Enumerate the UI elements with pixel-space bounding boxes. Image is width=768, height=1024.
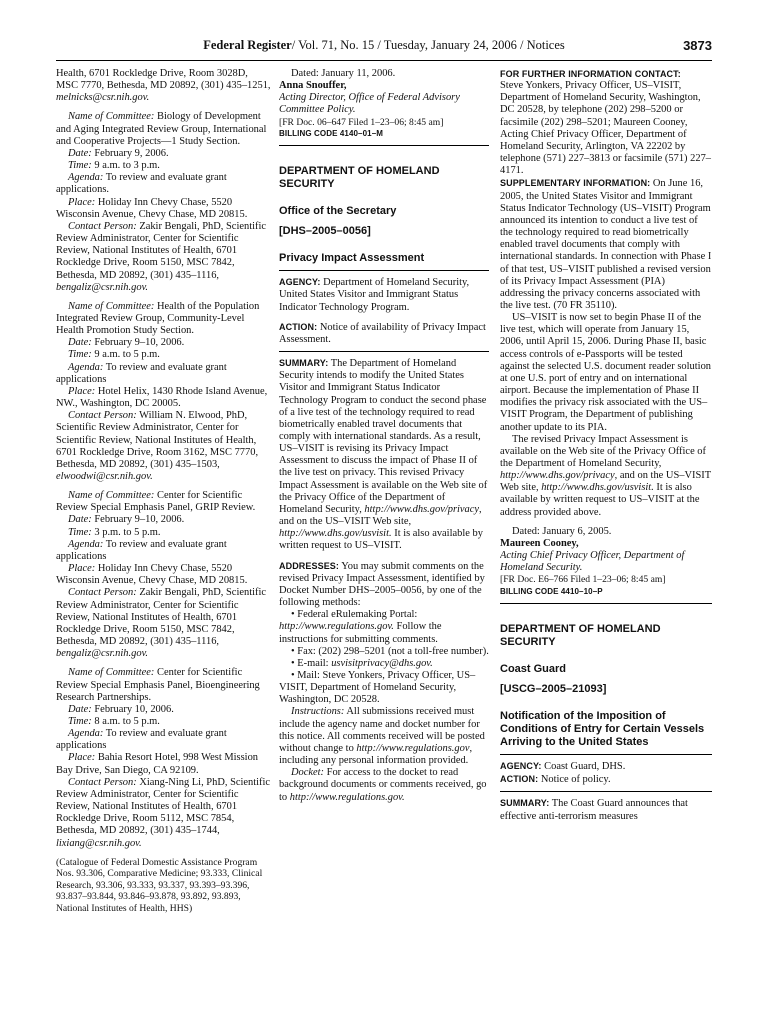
- entry-committee: Name of Committee: Health of the Population Integrated Review Group, Community-Level Health Promotion Study Section.: [56, 300, 260, 337]
- entry-committee: Name of Committee: Center for Scientific Review Special Emphasis Panel, Bioengineering Research Partnerships.: [56, 667, 260, 703]
- signer-title: Acting Director, Office of Federal Advisory Committee Policy.: [279, 92, 460, 116]
- url-link[interactable]: http://www.regulations.gov.: [289, 791, 405, 803]
- action-para: ACTION: Notice of availability of Privacy Impact Assessment.: [279, 321, 486, 345]
- column-2: [279, 68, 489, 1018]
- summary-para: SUMMARY: The Department of Homeland Security intends to modify the United States Visitor and Immigrant Status Indicator Technology Program to conduct the second phase of a live test of the technology required to read biometrically enabled travel documents that comply with international standards. As a result, US–VISIT is revising its Privacy Impact Assessment to discuss the impact of Phase II of the live test on privacy. This revised Privacy Impact Assessment is available on the Web site of the Privacy Office of the Department of Homeland Security, http://www.dhs.gov/privacy, and on the US–VISIT Web site, http://www.dhs.gov/usvisit. It is also available by written request to US–VISIT.: [279, 358, 488, 552]
- entry-date: Date: February 10, 2006.: [68, 703, 174, 715]
- entry-time: Time: 9 a.m. to 3 p.m.: [68, 160, 160, 172]
- email-link[interactable]: lixiang@csr.nih.gov.: [56, 837, 142, 849]
- bullet-email: • E-mail: usvisitprivacy@dhs.gov.: [291, 657, 433, 669]
- bullet-portal: • Federal eRulemaking Portal: http://www.regulations.gov. Follow the instructions for submitting comments.: [279, 609, 442, 645]
- entry-time: Time: 8 a.m. to 5 p.m.: [68, 715, 160, 727]
- further-info-label: FOR FURTHER INFORMATION CONTACT:: [500, 69, 681, 79]
- meeting-entry: [56, 111, 271, 293]
- billing-code: BILLING CODE 4140–01–M: [279, 129, 384, 139]
- fr-doc-line: [FR Doc. 06–647 Filed 1–23–06; 8:45 am]: [279, 116, 444, 128]
- separator: [500, 603, 712, 604]
- catalog-note: (Catalogue of Federal Domestic Assistance Program Nos. 93.306, Comparative Medicine; 93.333, Clinical Research, 93.306, 93.333, 93.337, 93.393–93.396, 93.837–93.844, 93.846–93.878, 93.892, 93.893, National Institutes of Health, HHS): [56, 856, 263, 914]
- url-link[interactable]: http://www.dhs.gov/usvisit.: [541, 482, 654, 494]
- entry-agenda: Agenda: To review and evaluate grant applications: [56, 728, 227, 752]
- separator: [279, 145, 489, 146]
- docket-id: [DHS–2005–0056]: [279, 225, 371, 238]
- subject-heading: Privacy Impact Assessment: [279, 252, 425, 265]
- entry-place: Place: Holiday Inn Chevy Chase, 5520 Wisconsin Avenue, Chevy Chase, MD 20815.: [56, 563, 248, 587]
- entry-place: Place: Holiday Inn Chevy Chase, 5520 Wisconsin Avenue, Chevy Chase, MD 20815.: [56, 196, 248, 220]
- office-heading: Office of the Secretary: [279, 205, 397, 218]
- docket-para: Docket: For access to the docket to read background documents or comments received, go to http://www.regulations.gov.: [279, 767, 487, 803]
- entry-agenda: Agenda: To review and evaluate grant applications.: [56, 172, 227, 196]
- dated-line: Dated: January 6, 2005.: [512, 525, 612, 537]
- further-info-para: Steve Yonkers, Privacy Officer, US–VISIT, Department of Homeland Security, Washington, DC 20528, by telephone (202) 298–5200 or facsimile (202) 298–5201; Maureen Cooney, Acting Chief Privacy Officer, Department of Homeland Security, Arlington, VA 22202 by telephone (571) 227–3813 or facsimile (571) 227–4171.: [500, 80, 712, 177]
- url-link[interactable]: http://www.regulations.gov: [356, 742, 470, 754]
- separator: [279, 270, 489, 271]
- entry-contact: Contact Person: William N. Elwood, PhD, Scientific Review Administrator, Center for Scientific Review, National Institutes of Health, 6701 Rockledge Drive, Room 3162, MSC 7770, Bethesda, MD 20892, (301) 435–1503, elwoodwi@csr.nih.gov.: [56, 410, 259, 482]
- meeting-entry: [56, 301, 271, 483]
- entry-contact: Contact Person: Xiang-Ning Li, PhD, Scientific Review Administrator, Center for Scientific Review, National Institutes of Health, 6701 Rockledge Drive, Room 5112, MSC 7854, Bethesda, MD 20892, (301) 435–1744, lixiang@csr.nih.gov.: [56, 776, 271, 849]
- signer-title: Acting Chief Privacy Officer, Department of Homeland Security.: [500, 550, 685, 574]
- page-number: 3873: [683, 38, 712, 53]
- signer-name: Anna Snouffer,: [279, 80, 347, 92]
- meeting-entry: [56, 667, 271, 849]
- issue-info: / Vol. 71, No. 15 / Tuesday, January 24, 2006 / Notices: [291, 38, 565, 52]
- column-1: [56, 68, 271, 1018]
- entry-place: Place: Hotel Helix, 1430 Rhode Island Avenue, NW., Washington, DC 20005.: [56, 385, 268, 410]
- separator: [279, 351, 489, 352]
- agency-para: AGENCY: Coast Guard, DHS.: [500, 761, 626, 773]
- agency-para: AGENCY: Department of Homeland Security, United States Visitor and Immigrant Status Indicator Technology Program.: [279, 277, 470, 313]
- docket-id: [USCG–2005–21093]: [500, 683, 607, 696]
- email-link[interactable]: usvisitprivacy@dhs.gov.: [331, 657, 433, 669]
- subject-heading: Notification of the Imposition of Conditions of Entry for Certain Vessels Arriving to the United States: [500, 710, 705, 749]
- entry-time: Time: 9 a.m. to 5 p.m.: [68, 349, 160, 361]
- phase-two-para: US–VISIT is now set to begin Phase II of the live test, which will operate from January 15, 2006, until April 15, 2006. During Phase II, basic access controls of e-Passports will be tested against the selected U.S. document reader solution at one U.S. port of entry and on international airport. Because the implementation of Phase II modifies the privacy risk associated with the US–VISIT Program, the Department of publishing another update to its PIA.: [500, 312, 712, 433]
- continued-contact: Health, 6701 Rockledge Drive, Room 3028D, MSC 7770, Bethesda, MD 20892, (301) 435–1251, melnicks@csr.nih.gov.: [56, 68, 271, 104]
- meeting-entry: [56, 490, 271, 660]
- availability-para: The revised Privacy Impact Assessment is available on the Web site of the Privacy Office of the Department of Homeland Security, http://www.dhs.gov/privacy, and on the US–VISIT Web site, http://www.dhs.gov/usvisit. It is also available by written request to US–VISIT at the address provided above.: [500, 433, 711, 518]
- supplementary-para: SUPPLEMENTARY INFORMATION: On June 16, 2005, the United States Visitor and Immigrant Status Indicator Technology (US–VISIT) Program announced its intention to conduct a live test of the technology required to read biometrically enabled travel documents that comply with international standards. In connection with Phase I of that test, US–VISIT published a revised version of its Privacy Impact Assessment (PIA) addressing the privacy concerns associated with the live test. (70 FR 35110).: [500, 178, 712, 311]
- bullet-fax: • Fax: (202) 298–5201 (not a toll-free number).: [291, 645, 489, 657]
- entry-agenda: Agenda: To review and evaluate grant applications: [56, 538, 227, 562]
- running-head: [56, 38, 712, 53]
- action-para: ACTION: Notice of policy.: [500, 774, 611, 786]
- entry-contact: Contact Person: Zakir Bengali, PhD, Scientific Review Administrator, Center for Scientific Review, National Institutes of Health, 6701 Rockledge Drive, Room 5150, MSC 7842, Bethesda, MD 20892, (301) 435–1116, bengaliz@csr.nih.gov.: [56, 220, 267, 293]
- bullet-mail: • Mail: Steve Yonkers, Privacy Officer, US–VISIT, Department of Homeland Security, Washington, DC 20528.: [279, 669, 476, 706]
- email-link[interactable]: melnicks@csr.nih.gov.: [56, 92, 150, 104]
- email-link[interactable]: bengaliz@csr.nih.gov.: [56, 648, 149, 660]
- meeting-entries: [56, 111, 271, 849]
- instructions-para: Instructions: All submissions received must include the agency name and docket number for this notice. All comments received will be posted without change to http://www.regulations.gov, including any personal information provided.: [279, 706, 485, 767]
- page-header: [56, 38, 712, 58]
- fr-doc-line: [FR Doc. E6–766 Filed 1–23–06; 8:45 am]: [500, 574, 666, 586]
- entry-committee: Name of Committee: Center for Scientific Review Special Emphasis Panel, GRIP Review.: [56, 490, 256, 514]
- url-link[interactable]: http://www.regulations.gov.: [279, 621, 394, 633]
- department-heading: DEPARTMENT OF HOMELAND SECURITY: [500, 623, 661, 649]
- entry-date: Date: February 9–10, 2006.: [68, 337, 185, 349]
- signer-name: Maureen Cooney,: [500, 537, 579, 549]
- email-link[interactable]: bengaliz@csr.nih.gov.: [56, 281, 149, 293]
- separator: [500, 754, 712, 755]
- column-3: [500, 68, 712, 1018]
- entry-place: Place: Bahia Resort Hotel, 998 West Mission Bay Drive, San Diego, CA 92109.: [56, 752, 259, 776]
- url-link[interactable]: http://www.dhs.gov/usvisit.: [279, 528, 392, 540]
- entry-committee: Name of Committee: Biology of Development and Aging Integrated Review Group, International and Cooperative Projects—1 Study Section.: [56, 111, 267, 147]
- office-heading: Coast Guard: [500, 663, 567, 676]
- dated-line: Dated: January 11, 2006.: [291, 68, 396, 79]
- department-heading: DEPARTMENT OF HOMELAND SECURITY: [279, 165, 440, 191]
- email-link[interactable]: elwoodwi@csr.nih.gov.: [56, 471, 153, 482]
- separator: [500, 791, 712, 792]
- summary-para: SUMMARY: The Coast Guard announces that effective anti-terrorism measures: [500, 798, 688, 822]
- header-rule: [56, 60, 712, 61]
- entry-date: Date: February 9, 2006.: [68, 147, 169, 159]
- entry-time: Time: 3 p.m. to 5 p.m.: [68, 526, 161, 538]
- billing-code: BILLING CODE 4410–10–P: [500, 586, 603, 596]
- addresses-para: ADDRESSES: You may submit comments on the revised Privacy Impact Assessment, identified by Docket Number DHS–2005–0056, by one of the following methods:: [279, 560, 485, 609]
- entry-agenda: Agenda: To review and evaluate grant applications: [56, 361, 227, 385]
- url-link[interactable]: http://www.dhs.gov/privacy: [500, 470, 615, 482]
- entry-contact: Contact Person: Zakir Bengali, PhD, Scientific Review Administrator, Center for Scientific Review, National Institutes of Health, 6701 Rockledge Drive, Room 5150, MSC 7842, Bethesda, MD 20892, (301) 435–1116, bengaliz@csr.nih.gov.: [56, 587, 267, 660]
- journal-name: Federal Register: [203, 38, 292, 52]
- url-link[interactable]: http://www.dhs.gov/privacy: [364, 503, 480, 515]
- entry-date: Date: February 9–10, 2006.: [68, 514, 185, 526]
